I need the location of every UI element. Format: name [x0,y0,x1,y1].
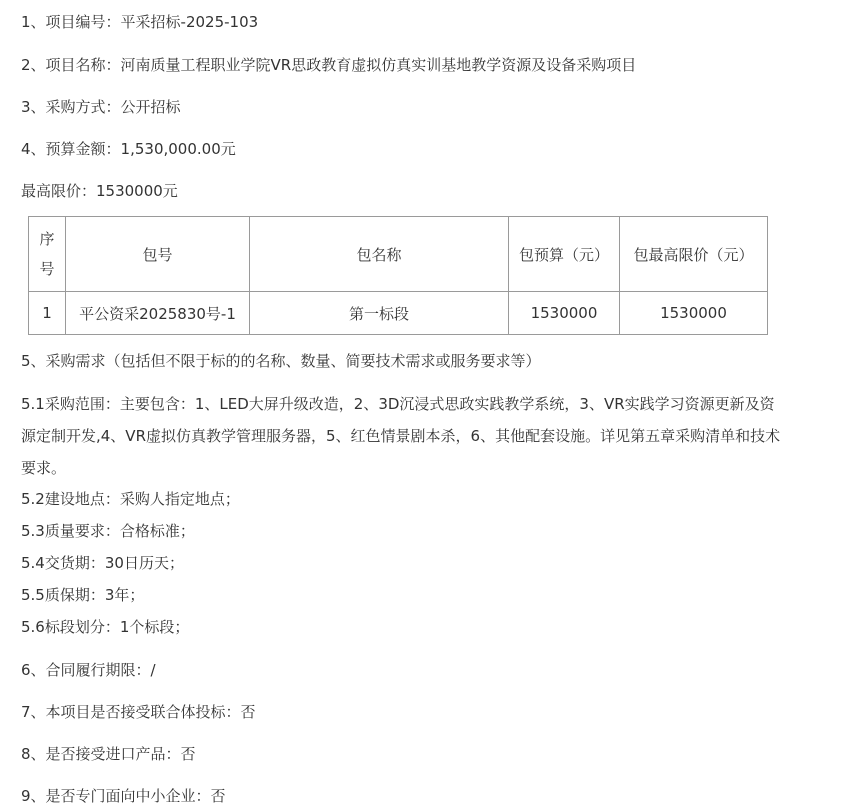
package-table [28,216,768,335]
header-max-price: 包最高限价（元） [620,217,768,292]
header-seq: 序 号 [29,217,66,292]
section5-scope: 5.1采购范围：主要包含：1、LED大屏升级改造，2、3D沉浸式思政实践教学系统，3、VR实践学习资源更新及资源定制开发,4、VR虚拟仿真教学管理服务器，5、红色情景剧本杀，6、其他配套设施。详见第五章采购清单和技术要求。 [21,395,781,477]
table-header-row [29,217,768,292]
procurement-method: 3、采购方式：公开招标 [21,98,181,116]
cell-seq: 1 [29,292,66,335]
max-price-limit: 最高限价：1530000元 [21,182,178,200]
imported-products: 8、是否接受进口产品：否 [21,745,196,763]
section5-quality: 5.3质量要求：合格标准； [21,522,195,540]
cell-package-name: 第一标段 [250,292,509,335]
section5-warranty: 5.5质保期：3年； [21,586,145,604]
project-name: 2、项目名称：河南质量工程职业学院VR思政教育虚拟仿真实训基地教学资源及设备采购项目 [21,56,637,74]
cell-max-price: 1530000 [620,292,768,335]
header-budget: 包预算（元） [509,217,620,292]
consortium-bidding: 7、本项目是否接受联合体投标：否 [21,703,256,721]
section5-location: 5.2建设地点：采购人指定地点； [21,490,240,508]
cell-budget: 1530000 [509,292,620,335]
section5-lots: 5.6标段划分：1个标段； [21,618,190,636]
sme-only: 9、是否专门面向中小企业：否 [21,787,226,805]
contract-period: 6、合同履行期限：/ [21,661,156,679]
cell-package-no: 平公资采2025830号-1 [66,292,250,335]
section5-title: 5、采购需求（包括但不限于标的的名称、数量、简要技术需求或服务要求等） [21,352,541,370]
header-package-no: 包号 [66,217,250,292]
table-row [29,292,768,335]
budget-amount: 4、预算金额：1,530,000.00元 [21,140,236,158]
header-package-name: 包名称 [250,217,509,292]
section5-delivery: 5.4交货期：30日历天； [21,554,184,572]
project-number: 1、项目编号：平采招标-2025-103 [21,13,259,31]
